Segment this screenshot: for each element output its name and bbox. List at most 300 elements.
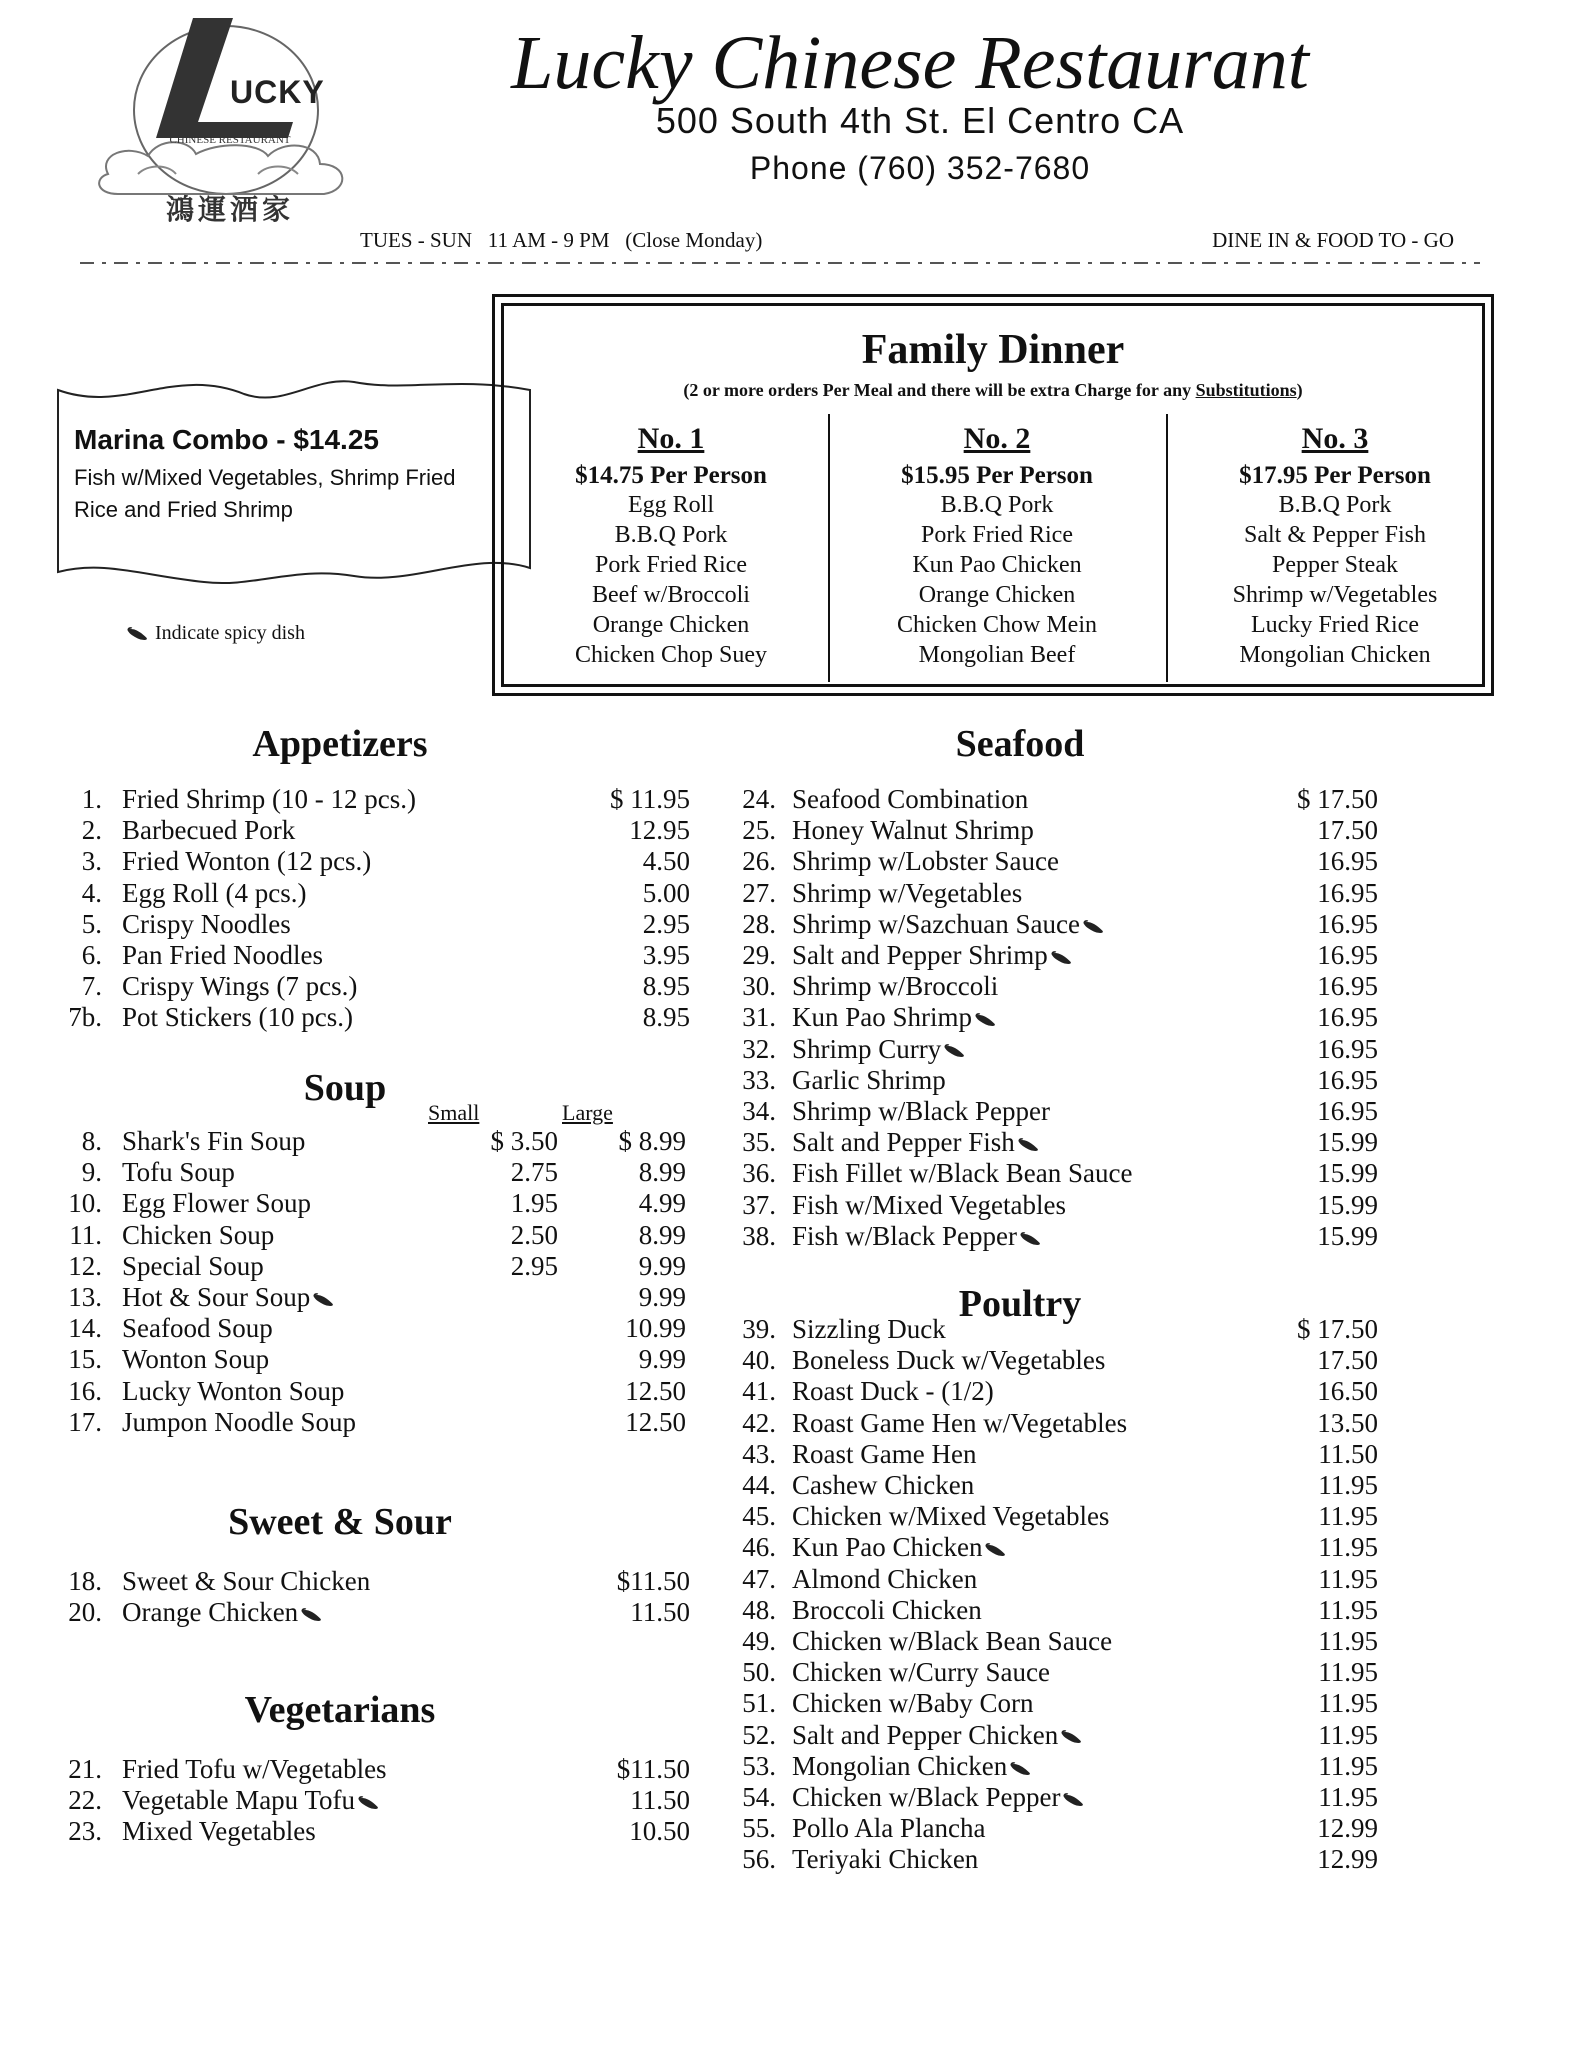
item-number: 42. [742,1407,776,1438]
menu-item-row [728,1564,1428,1596]
option-price: $14.75 Per Person [575,462,767,489]
chili-pepper-icon [984,1542,1008,1558]
item-number: 14. [68,1313,102,1344]
item-name-text: Egg Roll (4 pcs.) [122,877,307,908]
menu-item-row [60,1282,686,1314]
item-name [792,1096,1050,1127]
item-number: 31. [742,1002,776,1033]
family-dinner-option-3 [1176,414,1494,670]
soup-large-label: Large [562,1100,613,1125]
item-price: 5.00 [642,877,690,908]
section-title-sweet-sour: Sweet & Sour [228,1501,452,1543]
item-number: 49. [742,1626,776,1656]
family-dinner-box [492,294,1494,696]
menu-item-row [728,1345,1428,1377]
menu-item-row [728,1096,1428,1128]
item-name [792,1314,946,1345]
option-item: B.B.Q Pork [940,492,1054,518]
item-name [122,1754,387,1785]
item-number: 1. [81,784,102,814]
menu-item-row [728,1065,1428,1097]
item-number: 11. [69,1219,102,1250]
item-price: 8.95 [642,1002,690,1033]
option-item: Beef w/Broccoli [592,582,750,608]
option-item: Lucky Fried Rice [1251,612,1419,638]
family-dinner-option-1 [512,414,830,670]
marina-combo-title: Marina Combo - $14.25 [74,424,379,455]
item-name [122,940,323,971]
restaurant-title: Lucky Chinese Restaurant [511,21,1309,105]
item-number: 36. [742,1158,776,1189]
menu-item-row [728,1751,1428,1783]
item-price-small: 2.50 [510,1219,558,1250]
item-name [792,1345,1105,1376]
chili-pepper-icon [1082,919,1106,935]
item-price: 12.95 [629,815,690,846]
item-price-large: 9.99 [638,1282,686,1312]
item-name [792,1595,982,1626]
menu-item-row [728,1158,1428,1190]
item-name-text: Jumpon Noodle Soup [122,1406,357,1437]
item-number: 25. [742,815,776,846]
item-name-text: Roast Duck - (1/2) [792,1376,994,1407]
item-number: 44. [742,1470,776,1500]
item-name [792,1190,1066,1221]
item-price-small: 2.75 [510,1157,558,1188]
column-divider [1166,414,1168,682]
item-name [122,1344,269,1375]
family-dinner-note-text: (2 or more orders Per Meal and there will be extra Charge for any [683,380,1196,400]
item-number: 52. [742,1719,776,1750]
item-name [122,1157,235,1188]
option-item: Pepper Steak [1272,552,1398,578]
item-price-large: 9.99 [638,1344,686,1375]
item-price: 17.50 [1317,1345,1378,1376]
menu-item-row [60,784,690,816]
option-item: Orange Chicken [918,582,1076,608]
item-number: 47. [742,1563,776,1594]
item-name [792,784,1028,815]
item-name [792,1532,1008,1563]
item-number: 35. [742,1127,776,1158]
item-name-text: Vegetable Mapu Tofu [122,1785,356,1816]
item-number: 37. [742,1189,776,1220]
menu-item-row [728,971,1428,1003]
menu-item-row [60,940,690,972]
item-price: 11.95 [1318,1626,1378,1656]
menu-item-row [728,940,1428,972]
item-name [792,1626,1112,1657]
item-number: 26. [742,846,776,877]
item-number: 22. [68,1785,102,1816]
option-item: Salt & Pepper Fish [1243,522,1426,548]
item-number: 56. [742,1844,776,1875]
option-price: $17.95 Per Person [1239,462,1431,489]
item-price: 16.95 [1317,908,1378,939]
item-price-large: 12.50 [625,1375,686,1406]
menu-item-row [728,1813,1428,1845]
item-name-text: Wonton Soup [122,1344,270,1375]
family-dinner-title: Family Dinner [861,327,1125,373]
menu-item-row [60,1785,690,1817]
item-number: 7. [81,971,102,1002]
item-price: 15.99 [1317,1220,1378,1251]
logo-wordmark: UCKY [230,74,325,110]
menu-item-row [728,1657,1428,1689]
family-dinner-note [504,380,1482,401]
item-price: $ 11.95 [610,784,690,814]
service-note: DINE IN & FOOD TO - GO [1212,228,1454,252]
item-name [792,1501,1109,1532]
item-name-text: Chicken w/Curry Sauce [792,1657,1050,1688]
item-price: 11.95 [1318,1688,1378,1719]
item-name [792,1470,974,1501]
item-number: 46. [742,1532,776,1563]
item-name-text: Shrimp Curry [792,1033,942,1064]
item-name [792,1158,1132,1189]
item-name [122,815,295,846]
item-price-large: 9.99 [638,1250,686,1281]
option-item: Shrimp w/Vegetables [1232,582,1438,608]
item-price: $11.50 [616,1754,690,1784]
item-name-text: Pollo Ala Plancha [792,1813,986,1844]
item-name [792,1376,994,1407]
item-name-text: Honey Walnut Shrimp [792,815,1034,846]
item-name [792,909,1106,940]
item-name [122,909,291,940]
item-name [122,1816,316,1847]
item-price: 11.95 [1318,1470,1378,1500]
item-name [792,846,1059,877]
menu-item-row [728,1221,1428,1253]
menu-item-row [728,1595,1428,1627]
item-number: 7b. [68,1002,102,1033]
item-name [122,1002,353,1033]
menu-item-row [728,1439,1428,1471]
chili-pepper-icon [126,626,150,642]
item-price-small: 1.95 [510,1188,558,1219]
item-name [792,1221,1043,1252]
item-number: 51. [742,1688,776,1719]
option-item: Pork Fried Rice [595,552,747,578]
item-name-text: Fried Tofu w/Vegetables [122,1754,387,1784]
item-number: 27. [742,877,776,908]
menu-item-row [60,1002,690,1034]
chili-pepper-icon [357,1795,381,1811]
item-name [792,1813,985,1844]
menu-item-row [728,1720,1428,1752]
menu-item-row [728,1688,1428,1720]
item-price: 11.95 [1318,1657,1378,1688]
option-item: Egg Roll [627,492,714,518]
item-name-text: Chicken w/Baby Corn [792,1688,1034,1719]
chili-pepper-icon [300,1607,324,1623]
menu-item-row [60,1566,690,1598]
item-name-text: Sizzling Duck [792,1314,946,1344]
menu-item-row [728,909,1428,941]
item-name [792,1065,946,1096]
option-item: Orange Chicken [592,612,750,638]
item-price: 10.50 [629,1816,690,1847]
item-number: 9. [81,1157,102,1188]
item-name-text: Pan Fried Noodles [122,940,323,970]
item-name-text: Lucky Wonton Soup [122,1375,345,1406]
item-number: 20. [68,1597,102,1628]
menu-item-row [60,1219,686,1252]
item-name [792,1751,1033,1782]
menu-item-row [728,878,1428,910]
item-price: 16.50 [1317,1376,1378,1407]
chili-pepper-icon [1019,1231,1043,1247]
item-name-text: Shrimp w/Vegetables [792,877,1023,908]
item-name [122,1597,324,1628]
item-price: 16.95 [1317,1064,1378,1095]
item-name [792,1688,1033,1719]
item-number: 23. [68,1816,102,1847]
item-price: 11.50 [630,1597,690,1628]
menu-item-row [728,1034,1428,1066]
item-price: 11.95 [1318,1750,1378,1781]
restaurant-address: 500 South 4th St. El Centro CA [655,100,1185,141]
logo-subtitle: CHINESE RESTAURANT [169,134,291,146]
marina-combo-description: Fish w/Mixed Vegetables, Shrimp Fried Rice and Fried Shrimp [74,465,456,522]
item-name-text: Seafood Combination [792,784,1029,814]
option-item: Chicken Chow Mein [897,612,1097,638]
item-number: 21. [68,1754,102,1784]
item-price: 11.95 [1318,1501,1378,1532]
section-title-soup: Soup [303,1067,387,1109]
menu-item-row [60,1375,686,1408]
item-number: 48. [742,1594,776,1625]
menu-item-row [60,908,690,941]
item-name-text: Chicken Soup [122,1219,275,1250]
item-name-text: Chicken w/Black Pepper [792,1782,1061,1812]
item-number: 17. [68,1406,102,1437]
menu-item-row [728,1127,1428,1159]
menu-item-row [60,1406,686,1439]
item-name [792,1439,976,1470]
item-price: 16.95 [1317,1033,1378,1064]
item-number: 5. [81,908,102,939]
chili-pepper-icon [974,1012,998,1028]
item-number: 3. [81,846,102,877]
item-name [792,1657,1050,1688]
option-item: B.B.Q Pork [614,522,728,548]
item-price-large: 10.99 [625,1313,686,1344]
item-name-text: Tofu Soup [122,1157,235,1188]
item-name-text: Fish w/Black Pepper [792,1220,1017,1251]
item-name [792,1408,1127,1439]
item-name [122,1282,336,1313]
menu-item-row [60,1313,686,1345]
item-name-text: Shrimp w/Lobster Sauce [792,846,1059,877]
item-name-text: Chicken w/Black Bean Sauce [792,1626,1113,1656]
item-name-text: Cashew Chicken [792,1470,975,1500]
menu-item-row [60,971,690,1003]
item-name [792,1002,998,1033]
item-price: 16.95 [1317,1002,1378,1033]
section-title-vegetarians: Vegetarians [244,1689,436,1731]
item-number: 53. [742,1750,776,1781]
menu-item-row [60,1188,686,1220]
menu-item-row [728,1501,1428,1533]
item-name [122,1407,356,1438]
item-number: 39. [742,1314,776,1344]
substitutions-text: Substitutions [1195,380,1297,400]
menu-item-row [60,815,690,847]
option-item: Pork Fried Rice [921,522,1073,548]
chili-pepper-icon [1062,1792,1086,1808]
item-number: 4. [81,877,102,908]
item-name-text: Salt and Pepper Fish [792,1127,1015,1158]
item-name [122,784,416,815]
item-number: 55. [742,1813,776,1844]
menu-item-row [728,1782,1428,1814]
menu-item-row [60,846,690,878]
item-number: 18. [68,1566,102,1596]
item-name [792,940,1074,971]
item-price: 3.95 [642,940,690,970]
item-number: 38. [742,1220,776,1251]
item-number: 10. [68,1188,102,1219]
item-price: 11.95 [1318,1594,1378,1625]
item-name [792,971,998,1002]
item-price: 17.50 [1317,815,1378,846]
item-price: 12.99 [1317,1844,1378,1875]
menu-item-row [728,1408,1428,1440]
item-name-text: Pot Stickers (10 pcs.) [122,1002,353,1033]
soup-small-label: Small [428,1100,480,1125]
option-item: Mongolian Beef [918,642,1076,668]
option-number: No. 3 [1301,422,1369,455]
restaurant-phone: Phone (760) 352-7680 [749,150,1091,186]
item-number: 54. [742,1782,776,1812]
item-number: 13. [68,1282,102,1312]
item-name-text: Seafood Soup [122,1313,273,1344]
item-name [122,846,371,877]
item-price-large: 8.99 [638,1219,686,1250]
item-name [792,1034,967,1065]
item-price: $11.50 [616,1566,690,1596]
menu-item-row [60,1344,686,1376]
menu-item-row [728,1844,1428,1876]
chili-pepper-icon [1060,1729,1084,1745]
item-name-text: Orange Chicken [122,1597,299,1628]
item-name [792,815,1034,846]
item-number: 40. [742,1345,776,1376]
item-name-text: Fish Fillet w/Black Bean Sauce [792,1158,1133,1189]
item-price: $ 17.50 [1297,1314,1378,1344]
item-name [792,1782,1086,1813]
section-title-appetizers: Appetizers [252,723,428,765]
menu-item-row [728,1190,1428,1222]
item-number: 29. [742,940,776,970]
item-price: 4.50 [642,846,690,877]
item-name [122,878,306,909]
menu-item-row [60,1250,686,1283]
item-price: 2.95 [642,908,690,939]
item-name [792,878,1022,909]
item-number: 12. [68,1250,102,1281]
chili-pepper-icon [1050,950,1074,966]
item-name-text: Crispy Wings (7 pcs.) [122,971,358,1002]
item-name-text: Kun Pao Shrimp [792,1002,973,1033]
menu-item-row [728,1002,1428,1034]
item-name [792,1720,1084,1751]
column-divider [828,414,830,682]
menu-item-row [60,1597,690,1629]
item-name-text: Boneless Duck w/Vegetables [792,1345,1106,1376]
item-name-text: Kun Pao Chicken [792,1532,983,1563]
section-title-seafood: Seafood [955,723,1085,765]
item-price: 16.95 [1317,940,1378,970]
menu-item-row [60,1126,686,1158]
menu-item-row [728,1376,1428,1408]
item-name [122,971,357,1002]
menu-item-row [60,1816,690,1848]
item-price-large: 8.99 [638,1157,686,1188]
item-price: 8.95 [642,971,690,1002]
item-price: 11.50 [1318,1438,1378,1469]
spicy-legend [124,622,305,645]
item-name [122,1566,370,1597]
item-name [122,1313,273,1344]
item-number: 15. [68,1344,102,1375]
item-name-text: Teriyaki Chicken [792,1844,979,1875]
item-name [122,1188,311,1219]
item-name-text: Sweet & Sour Chicken [122,1566,371,1596]
item-number: 43. [742,1438,776,1469]
item-number: 8. [81,1126,102,1156]
item-price-large: 12.50 [625,1406,686,1437]
section-title-poultry: Poultry [958,1283,1082,1325]
item-number: 45. [742,1501,776,1532]
item-name [122,1220,274,1251]
chili-pepper-icon [1017,1137,1041,1153]
item-price-large: $ 8.99 [618,1126,686,1156]
family-dinner-note-close: ) [1296,380,1303,400]
option-price: $15.95 Per Person [901,462,1093,489]
item-name-text: Crispy Noodles [122,908,291,939]
item-name-text: Egg Flower Soup [122,1188,311,1219]
item-price: 16.95 [1317,971,1378,1002]
option-item: Chicken Chop Suey [575,642,767,668]
item-price: 16.95 [1317,877,1378,908]
item-price: 15.99 [1317,1189,1378,1220]
item-name [792,1127,1041,1158]
item-name-text: Shrimp w/Sazchuan Sauce [792,908,1080,939]
menu-item-row [728,846,1428,878]
menu-item-row [60,1754,690,1786]
item-name [792,1844,978,1875]
item-name-text: Mongolian Chicken [792,1750,1008,1781]
menu-item-row [728,1314,1428,1346]
item-price: 11.95 [1318,1532,1378,1563]
chili-pepper-icon [943,1043,967,1059]
item-name-text: Roast Game Hen [792,1438,977,1469]
item-name [792,1564,977,1595]
item-number: 28. [742,908,776,939]
item-price: 11.95 [1318,1563,1378,1594]
item-name [122,1785,381,1816]
chili-pepper-icon [312,1292,336,1308]
item-name-text: Chicken w/Mixed Vegetables [792,1501,1110,1532]
item-name-text: Shrimp w/Broccoli [792,971,999,1002]
item-name-text: Special Soup [122,1250,264,1281]
item-price: 12.99 [1317,1813,1378,1844]
item-name-text: Broccoli Chicken [792,1594,982,1625]
item-number: 16. [68,1375,102,1406]
